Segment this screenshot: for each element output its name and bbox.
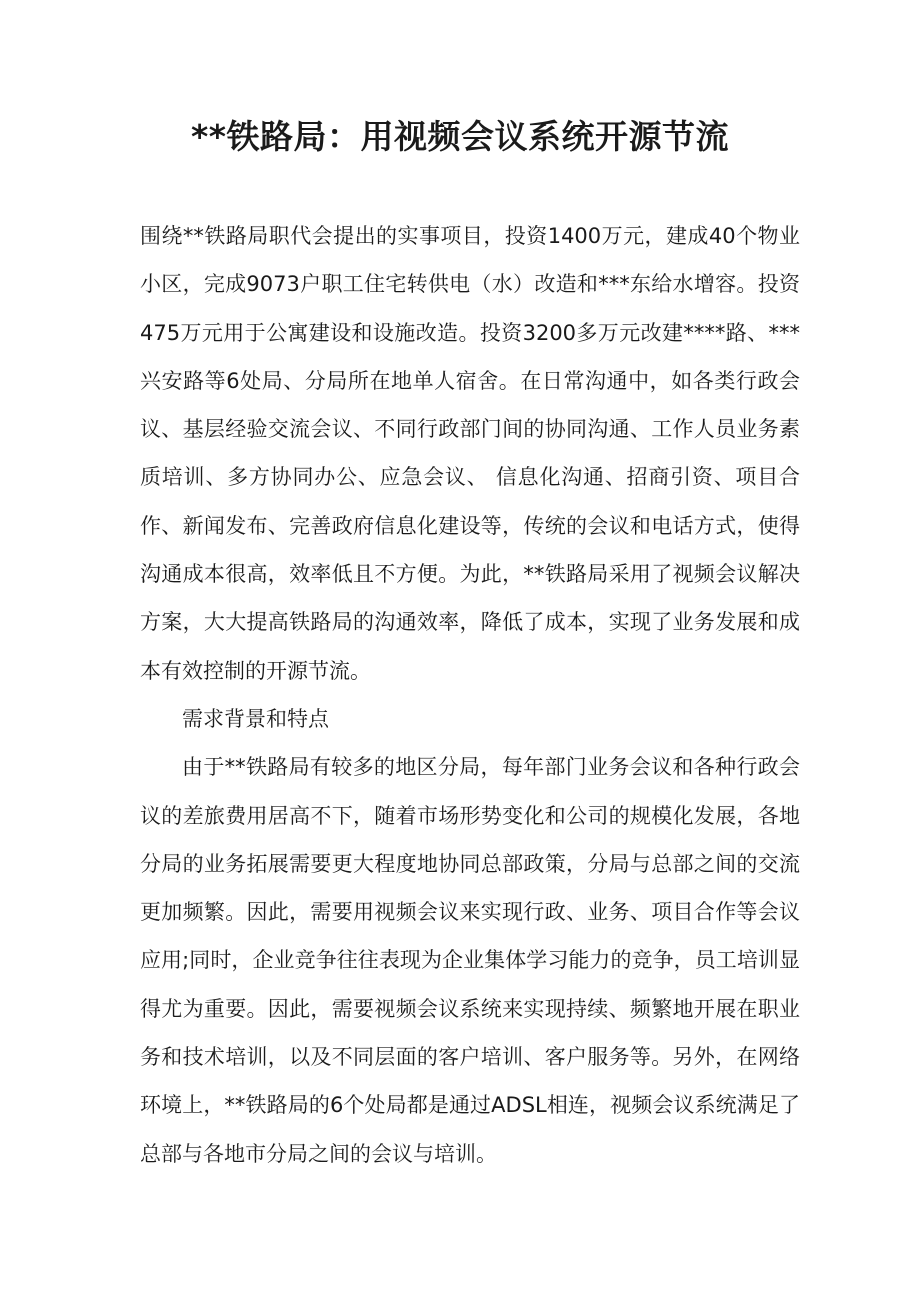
section-heading: 需求背景和特点 (182, 706, 329, 731)
document-title: **铁路局：用视频会议系统开源节流 (190, 117, 729, 156)
intro-paragraph: 围绕**铁路局职代会提出的实事项目，投资1400万元，建成40个物业小区，完成9073户职工住宅转供电（水）改造和***东给水增容。投资475万元用于公寓建设和设施改造。投资3200多万元改建****路、***兴安路等6处局、分局所在地单人宿舍。在日常沟通中，如各类行政会议、基层经验交流会议、不同行政部门间的协同沟通、工作人员业务素质培训、多方协同办公、应急会议、 信息化沟通、招商引资、项目合作、新闻发布、完善政府信息化建设等，传统的会议和电话方式，使得沟通成本很高，效率低且不方便。为此，**铁路局采用了视频会议解决方案，大大提高铁路局的沟通效率，降低了成本，实现了业务发展和成本有效控制的开源节流。 (140, 224, 800, 683)
section-paragraph: 由于**铁路局有较多的地区分局，每年部门业务会议和各种行政会议的差旅费用居高不下，随着市场形势变化和公司的规模化发展，各地分局的业务拓展需要更大程度地协同总部政策，分局与总部之间的交流更加频繁。因此，需要用视频会议来实现行政、业务、项目合作等会议应用;同时，企业竞争往往表现为企业集体学习能力的竞争，员工培训显得尤为重要。因此，需要视频会议系统来实现持续、频繁地开展在职业务和技术培训，以及不同层面的客户培训、客户服务等。另外，在网络环境上，**铁路局的6个处局都是通过ADSL相连，视频会议系统满足了总部与各地市分局之间的会议与培训。 (140, 755, 800, 1166)
document-body (140, 212, 800, 1178)
